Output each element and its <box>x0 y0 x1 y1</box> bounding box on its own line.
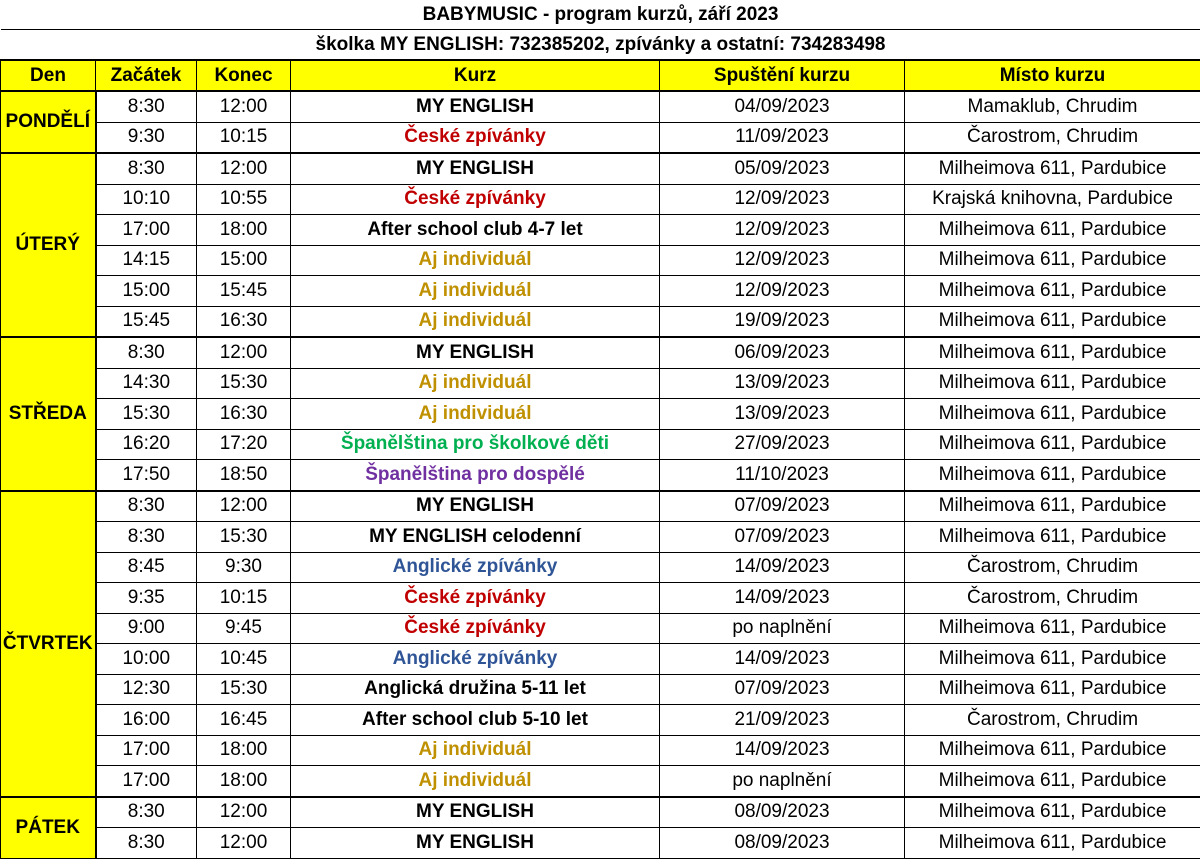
course-launch-date: 14/09/2023 <box>660 583 905 614</box>
course-name: MY ENGLISH <box>291 828 660 859</box>
table-row <box>1 797 1200 828</box>
header-kurz: Kurz <box>291 60 660 91</box>
day-group <box>1 491 1200 797</box>
table-row <box>1 276 1200 307</box>
course-location: Milheimova 611, Pardubice <box>905 644 1200 675</box>
course-launch-date: 08/09/2023 <box>660 797 905 828</box>
end-time: 12:00 <box>197 91 291 122</box>
course-launch-date: 06/09/2023 <box>660 337 905 368</box>
start-time: 8:30 <box>96 828 197 859</box>
table-row <box>1 460 1200 491</box>
table-row <box>1 552 1200 583</box>
course-name: Aj individuál <box>291 245 660 276</box>
course-name: Španělština pro dospělé <box>291 460 660 491</box>
course-location: Milheimova 611, Pardubice <box>905 522 1200 553</box>
start-time: 8:30 <box>96 337 197 368</box>
start-time: 12:30 <box>96 674 197 705</box>
course-launch-date: 12/09/2023 <box>660 245 905 276</box>
end-time: 12:00 <box>197 153 291 184</box>
start-time: 14:15 <box>96 245 197 276</box>
table-row <box>1 583 1200 614</box>
table-row <box>1 644 1200 675</box>
table-row <box>1 153 1200 184</box>
start-time: 9:00 <box>96 613 197 644</box>
table-row <box>1 674 1200 705</box>
course-location: Milheimova 611, Pardubice <box>905 674 1200 705</box>
course-name: Aj individuál <box>291 735 660 766</box>
end-time: 15:00 <box>197 245 291 276</box>
end-time: 18:00 <box>197 766 291 797</box>
course-location: Čarostrom, Chrudim <box>905 705 1200 736</box>
start-time: 8:30 <box>96 153 197 184</box>
end-time: 15:30 <box>197 522 291 553</box>
course-name: Aj individuál <box>291 306 660 337</box>
course-location: Milheimova 611, Pardubice <box>905 429 1200 460</box>
end-time: 12:00 <box>197 828 291 859</box>
table-row <box>1 245 1200 276</box>
end-time: 16:30 <box>197 399 291 430</box>
table-row <box>1 399 1200 430</box>
table-row <box>1 522 1200 553</box>
end-time: 15:30 <box>197 368 291 399</box>
day-label: ČTVRTEK <box>1 491 96 797</box>
end-time: 10:15 <box>197 583 291 614</box>
course-location: Milheimova 611, Pardubice <box>905 276 1200 307</box>
end-time: 9:30 <box>197 552 291 583</box>
start-time: 17:00 <box>96 735 197 766</box>
course-launch-date: 13/09/2023 <box>660 399 905 430</box>
table-row <box>1 184 1200 215</box>
course-launch-date: 19/09/2023 <box>660 306 905 337</box>
course-launch-date: 14/09/2023 <box>660 735 905 766</box>
header-zacatek: Začátek <box>96 60 197 91</box>
course-location: Milheimova 611, Pardubice <box>905 613 1200 644</box>
course-location: Milheimova 611, Pardubice <box>905 491 1200 522</box>
day-label: STŘEDA <box>1 337 96 491</box>
start-time: 16:20 <box>96 429 197 460</box>
header-den: Den <box>1 60 96 91</box>
course-launch-date: 13/09/2023 <box>660 368 905 399</box>
table-header-row <box>1 60 1200 91</box>
course-location: Milheimova 611, Pardubice <box>905 797 1200 828</box>
course-location: Milheimova 611, Pardubice <box>905 215 1200 246</box>
table-row <box>1 215 1200 246</box>
start-time: 15:45 <box>96 306 197 337</box>
table-row <box>1 828 1200 859</box>
course-location: Milheimova 611, Pardubice <box>905 460 1200 491</box>
table-row <box>1 705 1200 736</box>
course-name: MY ENGLISH <box>291 491 660 522</box>
end-time: 12:00 <box>197 797 291 828</box>
start-time: 16:00 <box>96 705 197 736</box>
course-launch-date: 14/09/2023 <box>660 644 905 675</box>
course-launch-date: 05/09/2023 <box>660 153 905 184</box>
course-name: MY ENGLISH <box>291 797 660 828</box>
table-row <box>1 429 1200 460</box>
course-name: Anglické zpívánky <box>291 552 660 583</box>
table-row <box>1 766 1200 797</box>
day-label: PONDĚLÍ <box>1 91 96 153</box>
course-launch-date: 04/09/2023 <box>660 91 905 122</box>
course-location: Milheimova 611, Pardubice <box>905 828 1200 859</box>
course-launch-date: 21/09/2023 <box>660 705 905 736</box>
header-spusteni: Spuštění kurzu <box>660 60 905 91</box>
course-location: Milheimova 611, Pardubice <box>905 245 1200 276</box>
start-time: 9:35 <box>96 583 197 614</box>
table-row <box>1 91 1200 122</box>
course-launch-date: 07/09/2023 <box>660 674 905 705</box>
day-group <box>1 797 1200 859</box>
course-name: Aj individuál <box>291 399 660 430</box>
course-location: Milheimova 611, Pardubice <box>905 735 1200 766</box>
course-location: Čarostrom, Chrudim <box>905 552 1200 583</box>
course-launch-date: 11/09/2023 <box>660 122 905 153</box>
course-location: Mamaklub, Chrudim <box>905 91 1200 122</box>
table-row <box>1 337 1200 368</box>
course-name: České zpívánky <box>291 122 660 153</box>
end-time: 17:20 <box>197 429 291 460</box>
course-name: MY ENGLISH <box>291 91 660 122</box>
end-time: 10:45 <box>197 644 291 675</box>
end-time: 16:30 <box>197 306 291 337</box>
end-time: 18:00 <box>197 735 291 766</box>
start-time: 8:30 <box>96 91 197 122</box>
end-time: 15:45 <box>197 276 291 307</box>
header-misto: Místo kurzu <box>905 60 1200 91</box>
day-label: PÁTEK <box>1 797 96 859</box>
course-name: Anglická družina 5-11 let <box>291 674 660 705</box>
start-time: 8:45 <box>96 552 197 583</box>
end-time: 12:00 <box>197 491 291 522</box>
end-time: 16:45 <box>197 705 291 736</box>
course-name: České zpívánky <box>291 583 660 614</box>
start-time: 14:30 <box>96 368 197 399</box>
day-group <box>1 91 1200 153</box>
course-location: Krajská knihovna, Pardubice <box>905 184 1200 215</box>
course-launch-date: 12/09/2023 <box>660 276 905 307</box>
end-time: 12:00 <box>197 337 291 368</box>
course-name: MY ENGLISH <box>291 153 660 184</box>
course-location: Milheimova 611, Pardubice <box>905 368 1200 399</box>
header-konec: Konec <box>197 60 291 91</box>
course-launch-date: 08/09/2023 <box>660 828 905 859</box>
table-row <box>1 491 1200 522</box>
course-launch-date: 07/09/2023 <box>660 491 905 522</box>
course-location: Milheimova 611, Pardubice <box>905 337 1200 368</box>
page-title: BABYMUSIC - program kurzů, září 2023 <box>1 0 1200 30</box>
day-group <box>1 153 1200 337</box>
start-time: 10:10 <box>96 184 197 215</box>
table-row <box>1 368 1200 399</box>
start-time: 8:30 <box>96 522 197 553</box>
course-name: After school club 4-7 let <box>291 215 660 246</box>
end-time: 18:00 <box>197 215 291 246</box>
course-launch-date: po naplnění <box>660 766 905 797</box>
course-launch-date: 12/09/2023 <box>660 215 905 246</box>
course-launch-date: 27/09/2023 <box>660 429 905 460</box>
end-time: 18:50 <box>197 460 291 491</box>
start-time: 8:30 <box>96 797 197 828</box>
table-row <box>1 735 1200 766</box>
course-name: Anglické zpívánky <box>291 644 660 675</box>
end-time: 10:15 <box>197 122 291 153</box>
table-row <box>1 306 1200 337</box>
start-time: 17:00 <box>96 766 197 797</box>
course-name: České zpívánky <box>291 613 660 644</box>
table-row <box>1 613 1200 644</box>
course-location: Čarostrom, Chrudim <box>905 583 1200 614</box>
start-time: 9:30 <box>96 122 197 153</box>
course-name: Aj individuál <box>291 766 660 797</box>
course-location: Milheimova 611, Pardubice <box>905 306 1200 337</box>
course-launch-date: 14/09/2023 <box>660 552 905 583</box>
course-name: MY ENGLISH celodenní <box>291 522 660 553</box>
course-name: After school club 5-10 let <box>291 705 660 736</box>
course-launch-date: 11/10/2023 <box>660 460 905 491</box>
start-time: 17:50 <box>96 460 197 491</box>
course-location: Čarostrom, Chrudim <box>905 122 1200 153</box>
course-name: Aj individuál <box>291 368 660 399</box>
start-time: 15:00 <box>96 276 197 307</box>
end-time: 10:55 <box>197 184 291 215</box>
table-row <box>1 122 1200 153</box>
start-time: 10:00 <box>96 644 197 675</box>
start-time: 15:30 <box>96 399 197 430</box>
course-launch-date: 12/09/2023 <box>660 184 905 215</box>
day-label: ÚTERÝ <box>1 153 96 337</box>
end-time: 9:45 <box>197 613 291 644</box>
course-name: Španělština pro školkové děti <box>291 429 660 460</box>
course-location: Milheimova 611, Pardubice <box>905 399 1200 430</box>
start-time: 8:30 <box>96 491 197 522</box>
course-launch-date: po naplnění <box>660 613 905 644</box>
page-subtitle: školka MY ENGLISH: 732385202, zpívánky a ostatní: 734283498 <box>1 30 1200 61</box>
course-location: Milheimova 611, Pardubice <box>905 766 1200 797</box>
end-time: 15:30 <box>197 674 291 705</box>
day-group <box>1 337 1200 491</box>
course-launch-date: 07/09/2023 <box>660 522 905 553</box>
course-location: Milheimova 611, Pardubice <box>905 153 1200 184</box>
start-time: 17:00 <box>96 215 197 246</box>
course-name: MY ENGLISH <box>291 337 660 368</box>
course-name: Aj individuál <box>291 276 660 307</box>
course-name: České zpívánky <box>291 184 660 215</box>
